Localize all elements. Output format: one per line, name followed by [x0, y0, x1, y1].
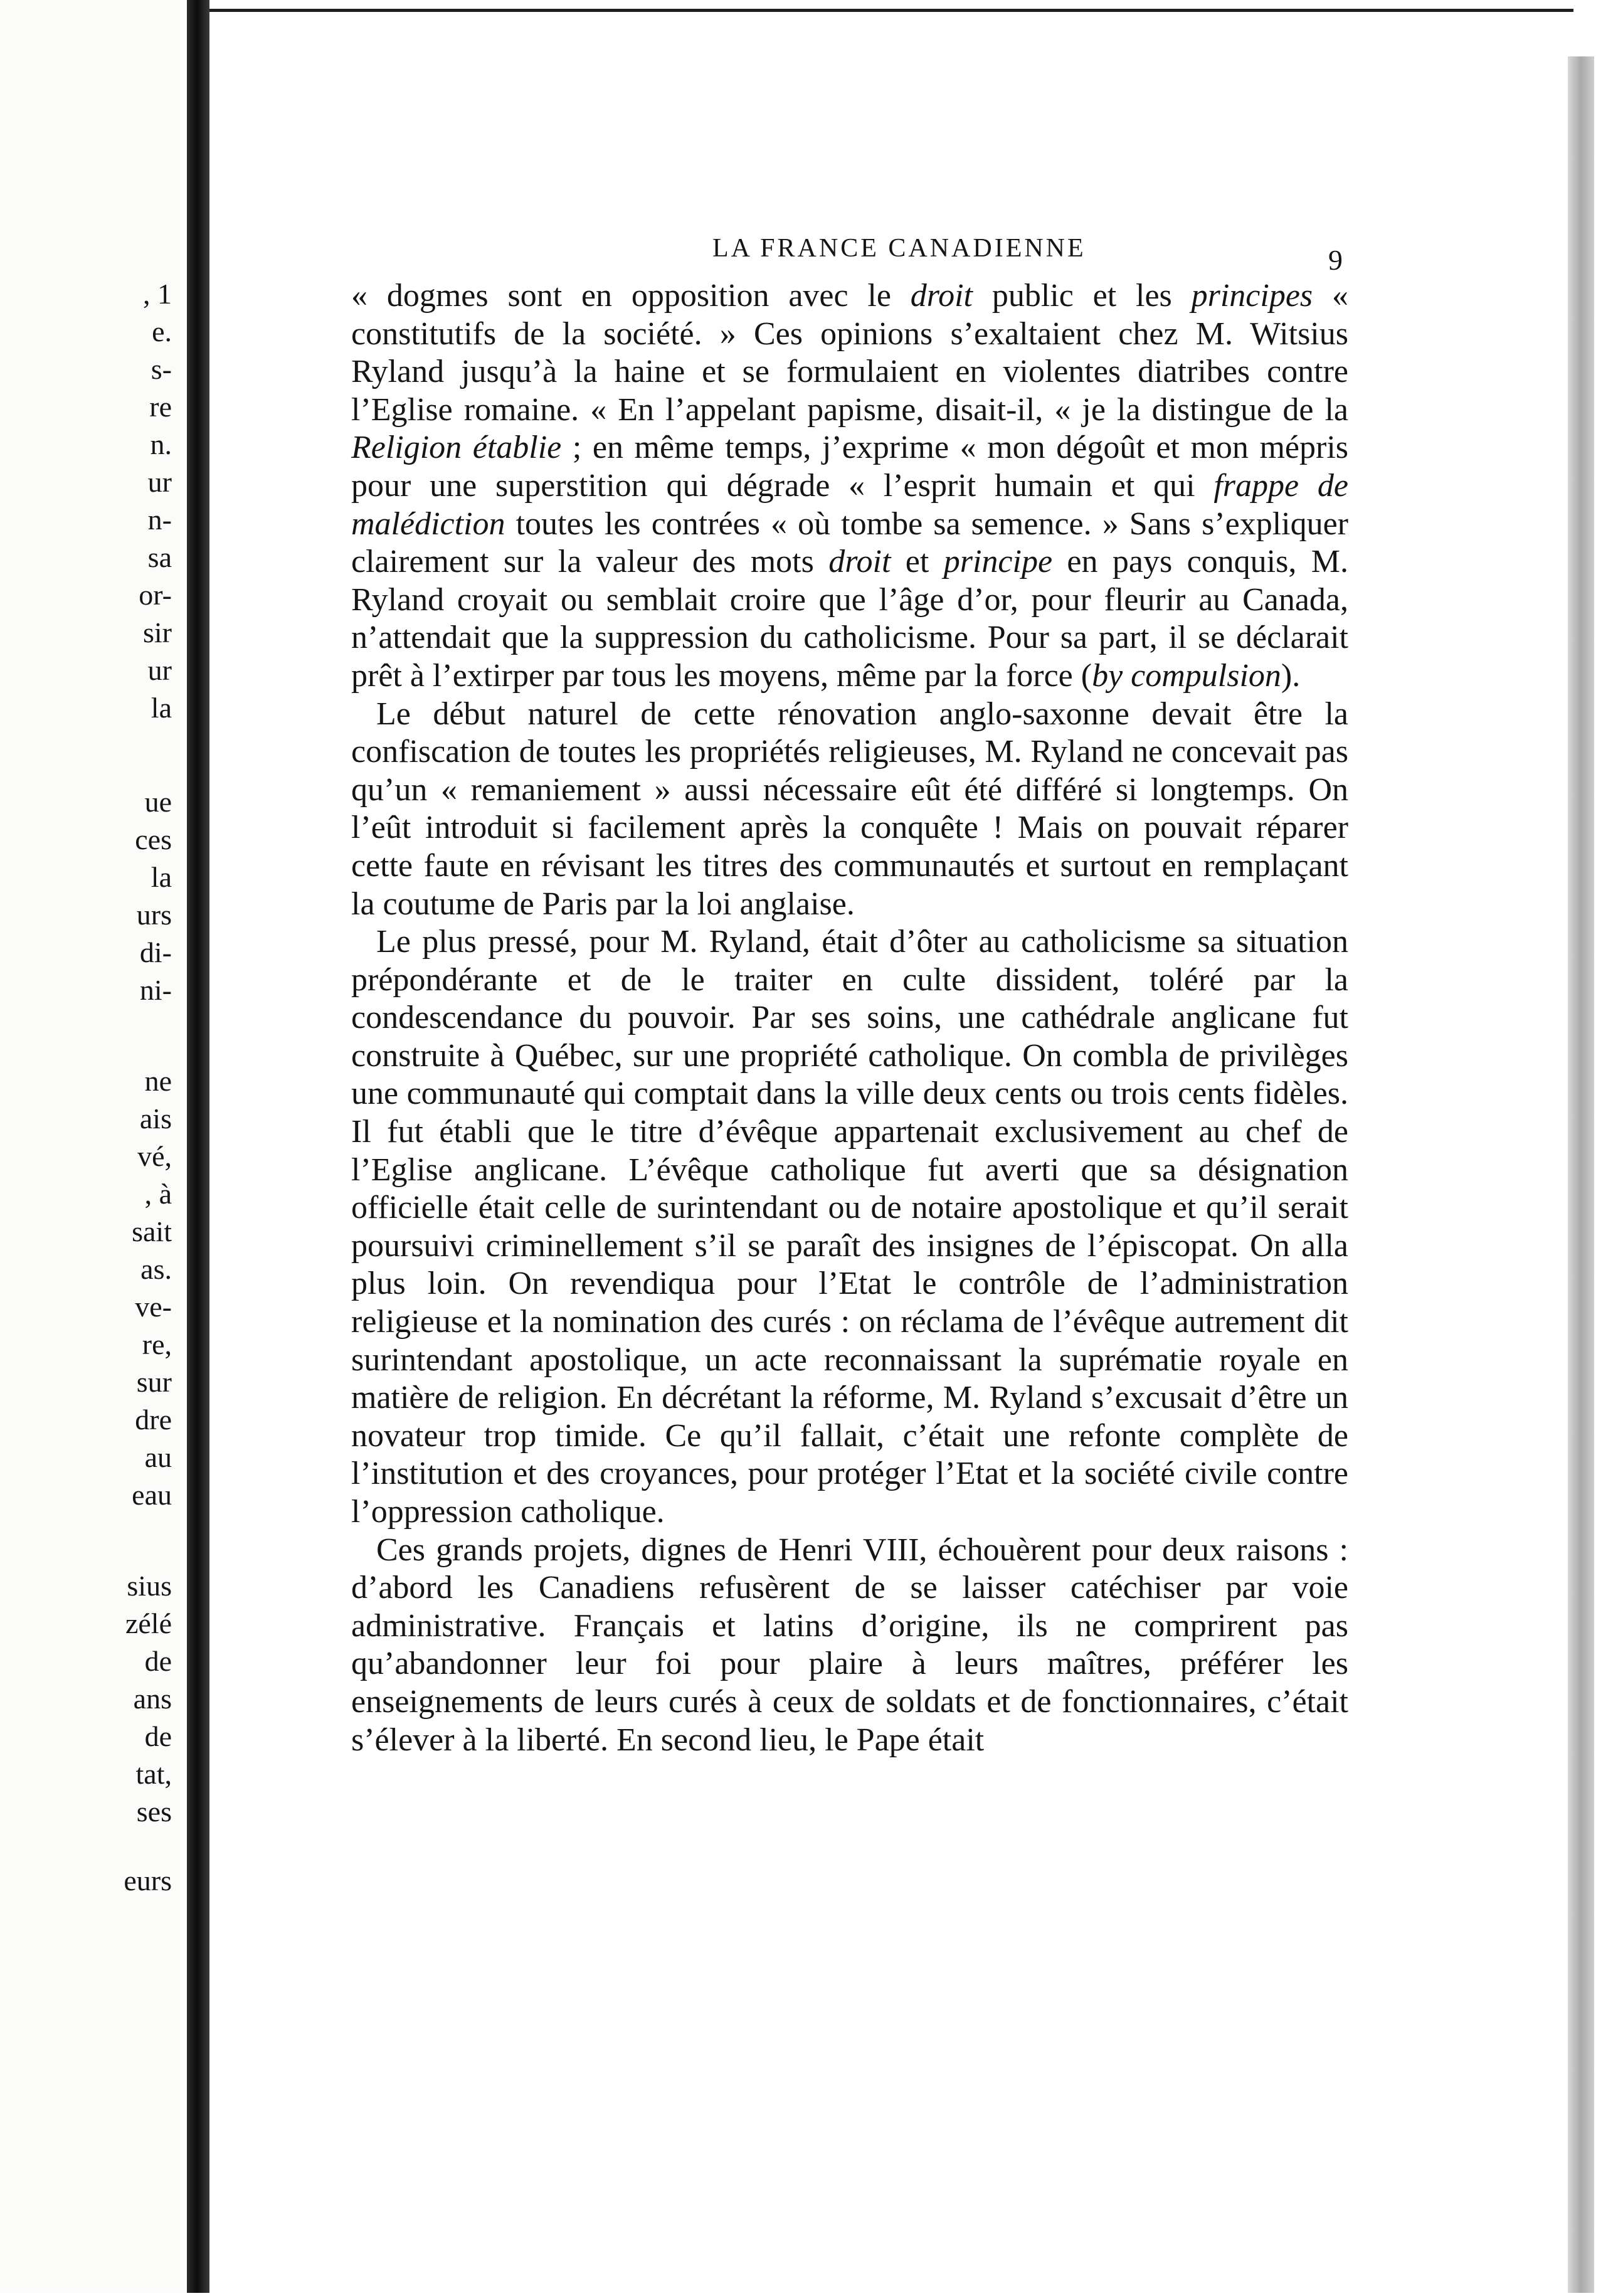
left-page-line-fragment: eurs: [124, 1865, 172, 1897]
paragraph-p1: [351, 277, 1348, 696]
left-page-line-fragment: urs: [136, 899, 172, 931]
left-page-line-fragment: sir: [143, 616, 172, 648]
running-head: LA FRANCE CANADIENNE: [712, 234, 1086, 263]
text-run: toutes les contrées « où tombe sa semence. » Sans s’expliquer clairement sur la valeur des mots: [351, 505, 1348, 580]
left-page-line-fragment: ais: [139, 1103, 172, 1135]
left-page-line-fragment: ur: [147, 654, 172, 686]
text-run: Le plus pressé, pour M. Ryland, était d’ôter au catholicisme sa situation prépondérante et de le traiter en culte dissident, toléré par la condescendance du pouvoir. Par ses soins, une cathédrale anglicane fut construite à Québec, sur une propriété catholique. On combla de privilèges une communauté qui comptait dans la ville deux cents ou trois cents fidèles. Il fut établi que le titre d’évêque appartenait exclusivement au chef de l’Eglise anglicane. L’évêque catholique fut averti que sa désignation officielle était celle de surintendant ou de notaire apostolique et qu’il serait poursuivi criminellement s’il se paraît des insignes de l’épiscopat. On alla plus loin. On revendiqua pour l’Etat le contrôle de l’administration religieuse et la nomination des curés : on réclama de l’évêque autrement dit surintendant apostolique, un acte reconnaissant la suprématie royale en matière de religion. En décrétant la réforme, M. Ryland s’excusait d’être un novateur trop timide. Ce qu’il fallait, c’était une refonte complète de l’institution et des croyances, pour protéger l’Etat et la société civile contre l’oppression catholique.: [351, 924, 1348, 1530]
left-page-line-fragment: e.: [152, 315, 172, 347]
left-page-line-fragment: , à: [144, 1178, 172, 1210]
left-page-line-fragment: s-: [151, 353, 172, 385]
book-gutter: [187, 0, 209, 2293]
italic-phrase: droit: [910, 278, 973, 314]
text-run: « constitutifs de la société. » Ces opinions s’exaltaient chez M. Witsius Ryland jusqu’à la haine et se formulaient en violentes diatribes contre l’Eglise romaine. « En l’appelant papisme, disait-il, « je la distingue de la: [351, 278, 1348, 428]
paragraph-p4: [351, 1532, 1348, 1760]
italic-phrase: Religion établie: [351, 430, 562, 466]
text-run: Le début naturel de cette rénovation anglo-saxonne devait être la confiscation de toutes les propriétés religieuses, M. Ryland ne concevait pas qu’un « remaniement » aussi nécessaire eût été différé si longtemps. On l’eût introduit si facilement après la conquête ! Mais on pouvait réparer cette faute en révisant les titres des communautés et surtout en remplaçant la coutume de Paris par la loi anglaise.: [351, 696, 1348, 922]
italic-phrase: droit: [828, 544, 891, 580]
left-page-line-fragment: sur: [136, 1366, 172, 1398]
page-number: 9: [1328, 244, 1343, 276]
italic-phrase: principes: [1191, 278, 1313, 314]
left-page-line-fragment: n.: [150, 428, 172, 460]
left-page-line-fragment: sait: [132, 1215, 172, 1247]
left-page-line-fragment: ses: [136, 1796, 172, 1828]
text-run: en pays conquis, M. Ryland croyait ou semblait croire que l’âge d’or, pour fleurir au Canada, n’attendait que la suppression du catholicisme. Pour sa part, il se déclarait prêt à l’extirper par tous les moyens, même par la force (: [351, 544, 1348, 694]
left-page-line-fragment: sa: [147, 541, 172, 573]
left-page-line-fragment: ue: [144, 786, 172, 818]
text-run: ; en même temps, j’exprime « mon dégoût et mon mépris pour une superstition qui dégrade « l’esprit humain et qui: [351, 430, 1349, 504]
italic-phrase: principe: [943, 544, 1053, 580]
left-page-line-fragment: tat,: [135, 1758, 172, 1790]
left-page-line-fragment: dre: [135, 1404, 172, 1436]
left-page-line-fragment: ur: [147, 466, 172, 498]
paragraph-p3: [351, 923, 1348, 1532]
left-page-line-fragment: re: [149, 391, 172, 423]
left-page-line-fragment: ni-: [139, 974, 172, 1006]
left-page-line-fragment: as.: [140, 1253, 172, 1285]
italic-phrase: frappe de malédiction: [351, 467, 1348, 542]
page-edge: [1568, 56, 1594, 2293]
body-text: [351, 277, 1348, 1759]
left-page-line-fragment: vé,: [137, 1140, 172, 1172]
text-run: et: [891, 544, 944, 580]
text-run: ).: [1281, 657, 1301, 694]
left-page-fragment: [0, 0, 188, 2293]
italic-phrase: by compulsion: [1092, 657, 1281, 694]
left-page-line-fragment: la: [151, 692, 172, 724]
left-page-line-fragment: ans: [133, 1683, 172, 1715]
left-page-line-fragment: ne: [144, 1065, 172, 1097]
left-page-line-fragment: de: [144, 1720, 172, 1752]
left-page-line-fragment: ces: [135, 823, 172, 855]
text-run: Ces grands projets, dignes de Henri VIII, échouèrent pour deux raisons : d’abord les Canadiens refusèrent de se laisser catéchiser par voie administrative. Français et latins d’origine, ils ne comprirent pas qu’abandonner leur foi pour plaire à leurs maîtres, préférer les enseignements de leurs curés à ceux de soldats et de fonctionnaires, c’était s’élever à la liberté. En second lieu, le Pape était: [351, 1532, 1348, 1758]
left-page-line-fragment: zélé: [125, 1607, 172, 1639]
left-page-line-fragment: n-: [147, 504, 172, 536]
left-page-line-fragment: la: [151, 861, 172, 893]
text-run: public et les: [972, 278, 1192, 314]
text-run: « dogmes sont en opposition avec le: [351, 278, 911, 314]
paragraph-p2: [351, 696, 1348, 924]
left-page-line-fragment: ve-: [135, 1291, 172, 1323]
left-page-line-fragment: or-: [139, 579, 172, 611]
page-margin: [1594, 38, 1623, 2293]
left-page-line-fragment: de: [144, 1645, 172, 1677]
left-page-line-fragment: di-: [139, 936, 172, 968]
left-page-line-fragment: re,: [142, 1328, 172, 1360]
left-page-line-fragment: eau: [132, 1479, 172, 1511]
left-page-line-fragment: , 1: [143, 278, 172, 310]
left-page-line-fragment: sius: [127, 1570, 172, 1602]
left-page-line-fragment: au: [144, 1441, 172, 1473]
